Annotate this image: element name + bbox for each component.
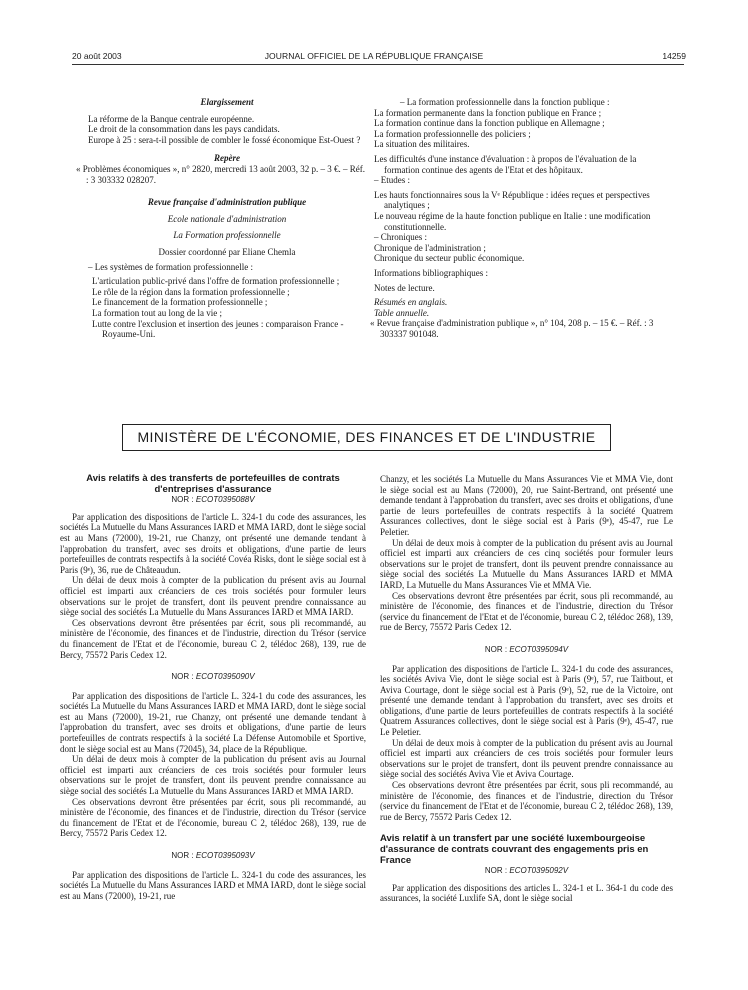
list-item: Table annuelle. bbox=[374, 307, 430, 318]
paragraph: Ces observations devront être présentées par écrit, sous pli recommandé, au ministère de l'économie, des finances et de l'industrie, direction du Trésor (service du financement de l'Etat et de l'économie, bureau C 2, télédoc 268), 139, rue de Bercy, 75572 Paris Cedex 12. bbox=[60, 796, 366, 839]
paragraph: Ces observations devront être présentées par écrit, sous pli recommandé, au ministère de l'économie, des finances et de l'industrie, direction du Trésor (service du financement de l'Etat et de l'économie, bureau C 2, télédoc 268), 139, rue de Bercy, 75572 Paris Cedex 12. bbox=[380, 780, 673, 822]
nor-label: NOR : bbox=[171, 672, 194, 682]
header-journal-title: JOURNAL OFFICIEL DE LA RÉPUBLIQUE FRANÇAISE bbox=[264, 51, 484, 61]
list-item: – Les systèmes de formation professionnelle : bbox=[88, 261, 253, 272]
paragraph: Par application des dispositions des articles L. 324-1 et L. 364-1 du code des assurances, la société Luxlife SA, dont le siège social bbox=[380, 882, 673, 904]
column-upper-left bbox=[76, 97, 366, 340]
nor-line bbox=[380, 866, 673, 877]
nor-code: ECOT0395090V bbox=[195, 672, 255, 682]
nor-line bbox=[60, 672, 366, 683]
nor-code: ECOT0395094V bbox=[509, 644, 569, 654]
paragraph: Un délai de deux mois à compter de la publication du présent avis au Journal officiel est imparti aux créanciers de ces trois sociétés pour formuler leurs observations sur le projet de transfert, dont ils peuvent prendre connaissance au siège social des sociétés La Mutuelle du Mans Assurances IARD et MMA IARD. bbox=[60, 754, 366, 797]
list-item: Lutte contre l'exclusion et insertion des jeunes : comparaison France - Royaume-Uni. bbox=[92, 318, 344, 340]
list-item: Le nouveau régime de la haute fonction publique en Italie : une modification constitutionnelle. bbox=[374, 210, 651, 232]
paragraph: Un délai de deux mois à compter de la publication du présent avis au Journal officiel est imparti aux créanciers de ces trois sociétés pour formuler leurs observations sur le projet de transfert, dont ils peuvent prendre connaissance au siège social des sociétés Aviva Vie et Aviva Courtage. bbox=[380, 737, 673, 780]
nor-label: NOR : bbox=[484, 644, 508, 654]
nor-code: ECOT0395092V bbox=[509, 866, 569, 876]
list-item: La formation permanente dans la fonction publique en France ; bbox=[374, 107, 602, 118]
paragraph: Un délai de deux mois à compter de la publication du présent avis au Journal officiel est imparti aux créanciers de ces trois sociétés pour formuler leurs observations sur le projet de transfert, dont ils peuvent prendre connaissance au siège social des sociétés La Mutuelle du Mans Assurances IARD et MMA IARD. bbox=[60, 575, 366, 618]
nor-code: ECOT0395088V bbox=[195, 495, 255, 505]
paragraph: Par application des dispositions de l'article L. 324-1 du code des assurances, les sociétés La Mutuelle du Mans Assurances IARD et MMA IARD, dont le siège social est au Mans (72000), 19-21, rue Chanzy, ont présenté une demande tendant à l'approbation du transfert, avec ses droits et obligations, d'une partie de leurs portefeuilles de contrats respectifs à la société Covéa Risks, dont le siège social est à Paris (9ᵉ), 36, rue de Châteaudun. bbox=[60, 511, 366, 575]
list-item: Europe à 25 : sera-t-il possible de combler le fossé économique Est-Ouest ? bbox=[88, 134, 361, 145]
list-item: La situation des militaires. bbox=[374, 139, 470, 150]
reference-line: « Revue française d'administration publique », n° 104, 208 p. – 15 €. – Réf. : 3 303337 901048. bbox=[370, 318, 654, 339]
paragraph: Ces observations devront être présentées par écrit, sous pli recommandé, au ministère de l'économie, des finances et de l'industrie, direction du Trésor (service du financement de l'Etat et de l'économie, bureau C 2, télédoc 268), 139, rue de Bercy, 75572 Paris Cedex 12. bbox=[60, 617, 366, 660]
nor-line bbox=[60, 851, 366, 862]
list-item: – Chroniques : bbox=[374, 232, 427, 243]
notice-title: Avis relatifs à des transferts de portefeuilles de contrats d'entreprises d'assurance bbox=[86, 473, 340, 495]
list-item: La formation tout au long de la vie ; bbox=[92, 307, 222, 318]
list-item: La réforme de la Banque centrale européenne. bbox=[88, 113, 255, 124]
list-item: Les difficultés d'une instance d'évaluation : à propos de l'évaluation de la formation continue des agents de l'Etat et des hôpitaux. bbox=[374, 153, 637, 175]
column-lower-left bbox=[60, 474, 366, 901]
nor-line bbox=[380, 645, 673, 656]
paragraph: Par application des dispositions de l'article L. 324-1 du code des assurances, les sociétés La Mutuelle du Mans Assurances IARD et MMA IARD, dont le siège social est au Mans (72000), 19-21, rue Chanzy, ont présenté une demande tendant à l'approbation du transfert, avec ses droits et obligations, d'une partie de leurs portefeuilles de contrats respectifs à la société La Défense Automobile et Sportive, dont le siège social est au Mans (72045), 34, place de la République. bbox=[60, 690, 366, 754]
list-item: – Etudes : bbox=[374, 175, 410, 186]
section-heading: Repère bbox=[214, 153, 240, 164]
reference-line: « Problèmes économiques », n° 2820, mercredi 13 août 2003, 32 p. – 3 €. – Réf. : 3 303332 028207. bbox=[76, 163, 366, 185]
list-item: Informations bibliographiques : bbox=[374, 267, 488, 278]
list-item: Résumés en anglais. bbox=[374, 297, 448, 308]
list-item: Le rôle de la région dans la formation professionnelle ; bbox=[92, 286, 290, 297]
list-item: La formation professionnelle des policiers ; bbox=[374, 128, 531, 139]
list-item: Chronique du secteur public économique. bbox=[374, 253, 525, 264]
subheading: La Formation professionnelle bbox=[173, 230, 281, 241]
nor-label: NOR : bbox=[171, 851, 194, 860]
list-item: Chronique de l'administration ; bbox=[374, 242, 486, 253]
nor-line bbox=[60, 495, 366, 506]
list-item: – La formation professionnelle dans la fonction publique : bbox=[400, 97, 610, 107]
list-item: Le droit de la consommation dans les pays candidats. bbox=[88, 124, 280, 135]
section-heading: Revue française d'administration publique bbox=[147, 197, 307, 208]
column-lower-right bbox=[380, 474, 673, 904]
subheading: Dossier coordonné par Eliane Chemla bbox=[158, 246, 296, 257]
header-page-number: 14259 bbox=[662, 51, 686, 61]
header-date: 20 août 2003 bbox=[72, 51, 122, 61]
paragraph: Un délai de deux mois à compter de la publication du présent avis au Journal officiel est imparti aux créanciers de ces cinq sociétés pour formuler leurs observations sur le projet de transfert, dont ils peuvent prendre connaissance au siège social des sociétés La Mutuelle du Mans Assurances IARD et MMA IARD, La Mutuelle du Mans Assurances Vie et MMA Vie. bbox=[380, 537, 673, 590]
column-upper-right bbox=[370, 97, 670, 339]
notice-title: Avis relatif à un transfert par une société luxembourgeoise d'assurance de contrats couvrant des engagements pris en France bbox=[380, 833, 649, 866]
running-header bbox=[0, 51, 748, 65]
nor-label: NOR : bbox=[484, 866, 508, 876]
ministry-banner: MINISTÈRE DE L'ÉCONOMIE, DES FINANCES ET DE L'INDUSTRIE bbox=[122, 424, 611, 451]
paragraph: Par application des dispositions de l'article L. 324-1 du code des assurances, les sociétés Aviva Vie, dont le siège social est à Paris (9ᵉ), 57, rue Taitbout, et Aviva Courtage, dont le siège social est à Paris (9ᵉ), 52, rue de la Victoire, ont présenté une demande tendant à l'approbation du transfert, avec ses droits et obligations, d'une partie de leurs portefeuilles de contrats respectifs à la société Quatrem Assurances collectives, dont le siège social est à Paris (9ᵉ), 45-47, rue Le Peletier. bbox=[380, 663, 673, 738]
subheading: Ecole nationale d'administration bbox=[167, 213, 287, 224]
nor-label: NOR : bbox=[171, 495, 194, 505]
section-heading: Elargissement bbox=[200, 97, 254, 107]
paragraph: Ces observations devront être présentées par écrit, sous pli recommandé, au ministère de l'économie, des finances et de l'industrie, direction du Trésor (service du financement de l'Etat et de l'économie, bureau C 2, télédoc 268), 139, rue de Bercy, 75572 Paris Cedex 12. bbox=[380, 590, 673, 633]
list-item: Les hauts fonctionnaires sous la Vᵉ République : idées reçues et perspectives analytiques ; bbox=[374, 189, 650, 211]
paragraph: Par application des dispositions de l'article L. 324-1 du code des assurances, les sociétés La Mutuelle du Mans Assurances IARD et MMA IARD, dont le siège social est au Mans (72000), 19-21, rue bbox=[60, 869, 366, 901]
list-item: Le financement de la formation professionnelle ; bbox=[92, 297, 268, 308]
nor-code: ECOT0395093V bbox=[195, 851, 255, 860]
list-item: La formation continue dans la fonction publique en Allemagne ; bbox=[374, 118, 605, 129]
paragraph: Chanzy, et les sociétés La Mutuelle du Mans Assurances Vie et MMA Vie, dont le siège social est au Mans (72000), 20, rue Saint-Bertrand, ont présenté une demande tendant à l'approbation du transfert, avec ses droits et obligations, d'une partie de leurs portefeuilles de contrats respectifs à la société Quatrem Assurances collectives, dont le siège social est à Paris (9ᵉ), 45-47, rue Le Peletier. bbox=[380, 474, 673, 537]
header-rule bbox=[72, 64, 684, 65]
list-item: Notes de lecture. bbox=[374, 282, 435, 293]
list-item: L'articulation public-privé dans l'offre de formation professionnelle ; bbox=[92, 276, 340, 287]
